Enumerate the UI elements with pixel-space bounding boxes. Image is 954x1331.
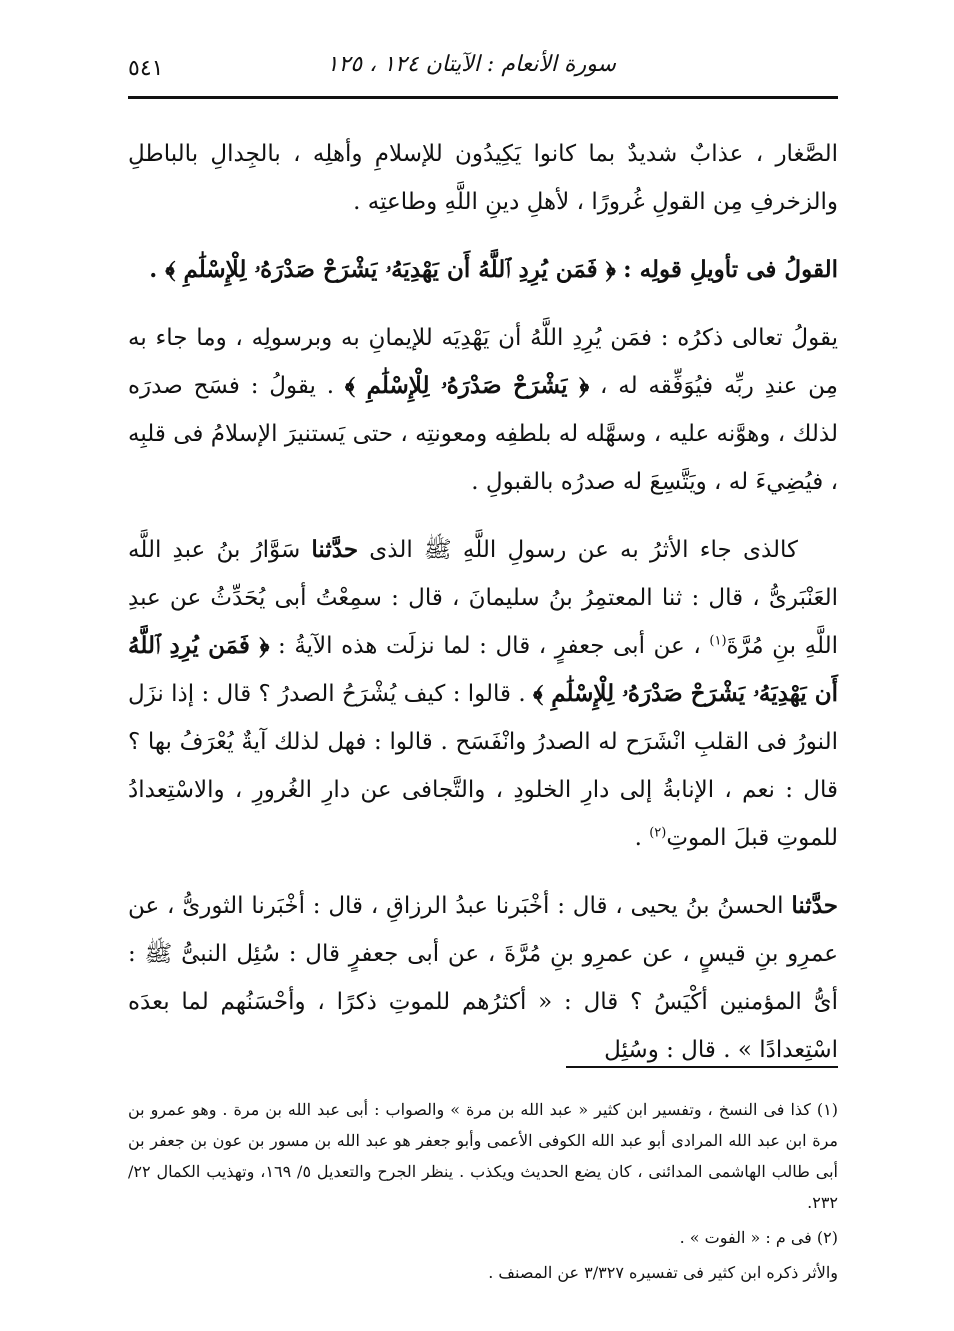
- quran-verse: ﴿ فَمَن يُرِدِ ٱللَّهُ أَن يَهْدِيَهُۥ يَشْرَحْ صَدْرَهُۥ لِلْإِسْلَٰمِ ﴾: [128, 632, 838, 707]
- quran-verse: ﴿ فَمَن يُرِدِ ٱللَّهُ أَن يَهْدِيَهُۥ يَشْرَحْ صَدْرَهُۥ لِلْإِسْلَٰمِ ﴾ .: [149, 256, 616, 283]
- running-title: سورة الأنعام : الآيتان ١٢٤ ، ١٢٥: [326, 52, 616, 77]
- footnotes: [128, 1094, 838, 1292]
- footnote-1: (١) كذا فى النسخ ، وتفسير ابن كثير « عبد الله بن مرة » والصواب : أبى عبد الله بن مرة . وهو عمرو بن مرة ابن عبد الله المرادى أبو عبد الله الكوفى الأعمى وأبو جعفر هو عبد الله بن مسور بن عون بن جعفر بن أبى طالب الهاشمى المدائنى ، كان يضع الحديث ويكذب . ينظر الجرح والتعديل ٥/ ١٦٩، وتهذيب الكمال ٢٢/ ٢٣٢.: [128, 1100, 839, 1212]
- footnote-ref-2[interactable]: (٢): [649, 825, 667, 841]
- page-header: [128, 52, 838, 92]
- footnote-rule: [566, 1066, 838, 1068]
- paragraph-1: [128, 130, 838, 226]
- paragraph-4-text-e: .: [634, 825, 642, 851]
- paragraph-5: [128, 882, 838, 1074]
- paragraph-3-text-a: يقولُ تعالى ذكرُه : فمَن يُرِدِ اللَّهُ أن يَهْدِيَه للإيمانِ به وبرسولِه ، وما جاء به مِن عندِ ربِّه فيُوَفِّقه له ،: [128, 325, 838, 399]
- tawil-heading-label: القولُ فى تأويلِ قولِه :: [623, 256, 838, 283]
- paragraph-3: [128, 314, 838, 506]
- main-text: [128, 130, 838, 1094]
- footnote-ref-1[interactable]: (١): [709, 633, 727, 649]
- header-rule: [128, 96, 838, 99]
- haddathana-label: حدَّثنا: [311, 536, 359, 563]
- haddathana-label: حدَّثنا: [791, 892, 838, 919]
- page-number: ٥٤١: [128, 56, 164, 81]
- paragraph-4-text-d: . قالوا : كيف يُشْرَحُ الصدرُ ؟ قال : إذا نزَل النورُ فى القلبِ انْشَرَح له الصدرُ وانْفَسَح . قالوا : فهل لذلك آيةٌ يُعْرَفُ بها ؟ قال : نعم ، الإنابةُ إلى دارِ الخلودِ ، والتَّجافى عن دارِ الغُرورِ ، والاسْتِعدادُ للموتِ قبلَ الموتِ: [128, 681, 838, 851]
- paragraph-4: [128, 526, 838, 862]
- footnote-2: (٢) فى م : « الفوت » .: [679, 1228, 838, 1247]
- paragraph-1-text: الصَّغار ، عذابٌ شديدٌ بما كانوا يَكِيدُون للإسلامِ وأهلِه ، بالجِدالِ بالباطلِ والزخرفِ مِن القولِ غُرورًا ، لأهلِ دينِ اللَّهِ وطاعتِه .: [128, 141, 838, 215]
- paragraph-3-text-b: . يقولُ : فسَح صدرَه لذلك ، وهوَّنه عليه ، وسهَّله له بلطفِه ومعونتِه ، حتى يَستنيرَ الإسلامُ فى قلبِه ، فيُضِيءَ له ، ويَتَّسِعَ له صدرُه بالقبولِ .: [128, 373, 838, 495]
- paragraph-4-text-a: كالذى جاء الأثرُ به عن رسولِ اللَّهِ ﷺ الذى: [369, 537, 799, 563]
- footnote-3: والأثر ذكره ابن كثير فى تفسيره ٣/٣٢٧ عن المصنف .: [488, 1263, 838, 1282]
- paragraph-4-text-c: ، عن أبى جعفرٍ ، قال : لما نزلَت هذه الآيةُ :: [277, 633, 701, 659]
- paragraph-5-text: الحسنُ بنُ يحيى ، قال : أخْبَرنا عبدُ الرزاقِ ، قال : أخْبَرنا الثورىُّ ، عن عمرِو بنِ قيسٍ ، عن عمرِو بنِ مُرَّةَ ، عن أبى جعفرٍ قال : سُئِل النبىُّ ﷺ : أىُّ المؤمنين أكْيَسُ ؟ قال : « أكثرُهم للموتِ ذكرًا ، وأحْسَنُهم لما بعدَه اسْتِعدادًا » . قال : وسُئِل: [128, 893, 838, 1063]
- paragraph-4-text-b: سَوَّارُ بنُ عبدِ اللَّه العَنْبَرىُّ ، قال : ثنا المعتمِرُ بنُ سليمانَ ، قال : سمِعْتُ أبى يُحَدِّثُ عن عبدِ اللَّهِ بنِ مُرَّةَ: [128, 537, 839, 659]
- quran-verse: ﴿ يَشْرَحْ صَدْرَهُۥ لِلْإِسْلَٰمِ ﴾: [344, 372, 590, 399]
- paragraph-2-heading: [128, 246, 838, 294]
